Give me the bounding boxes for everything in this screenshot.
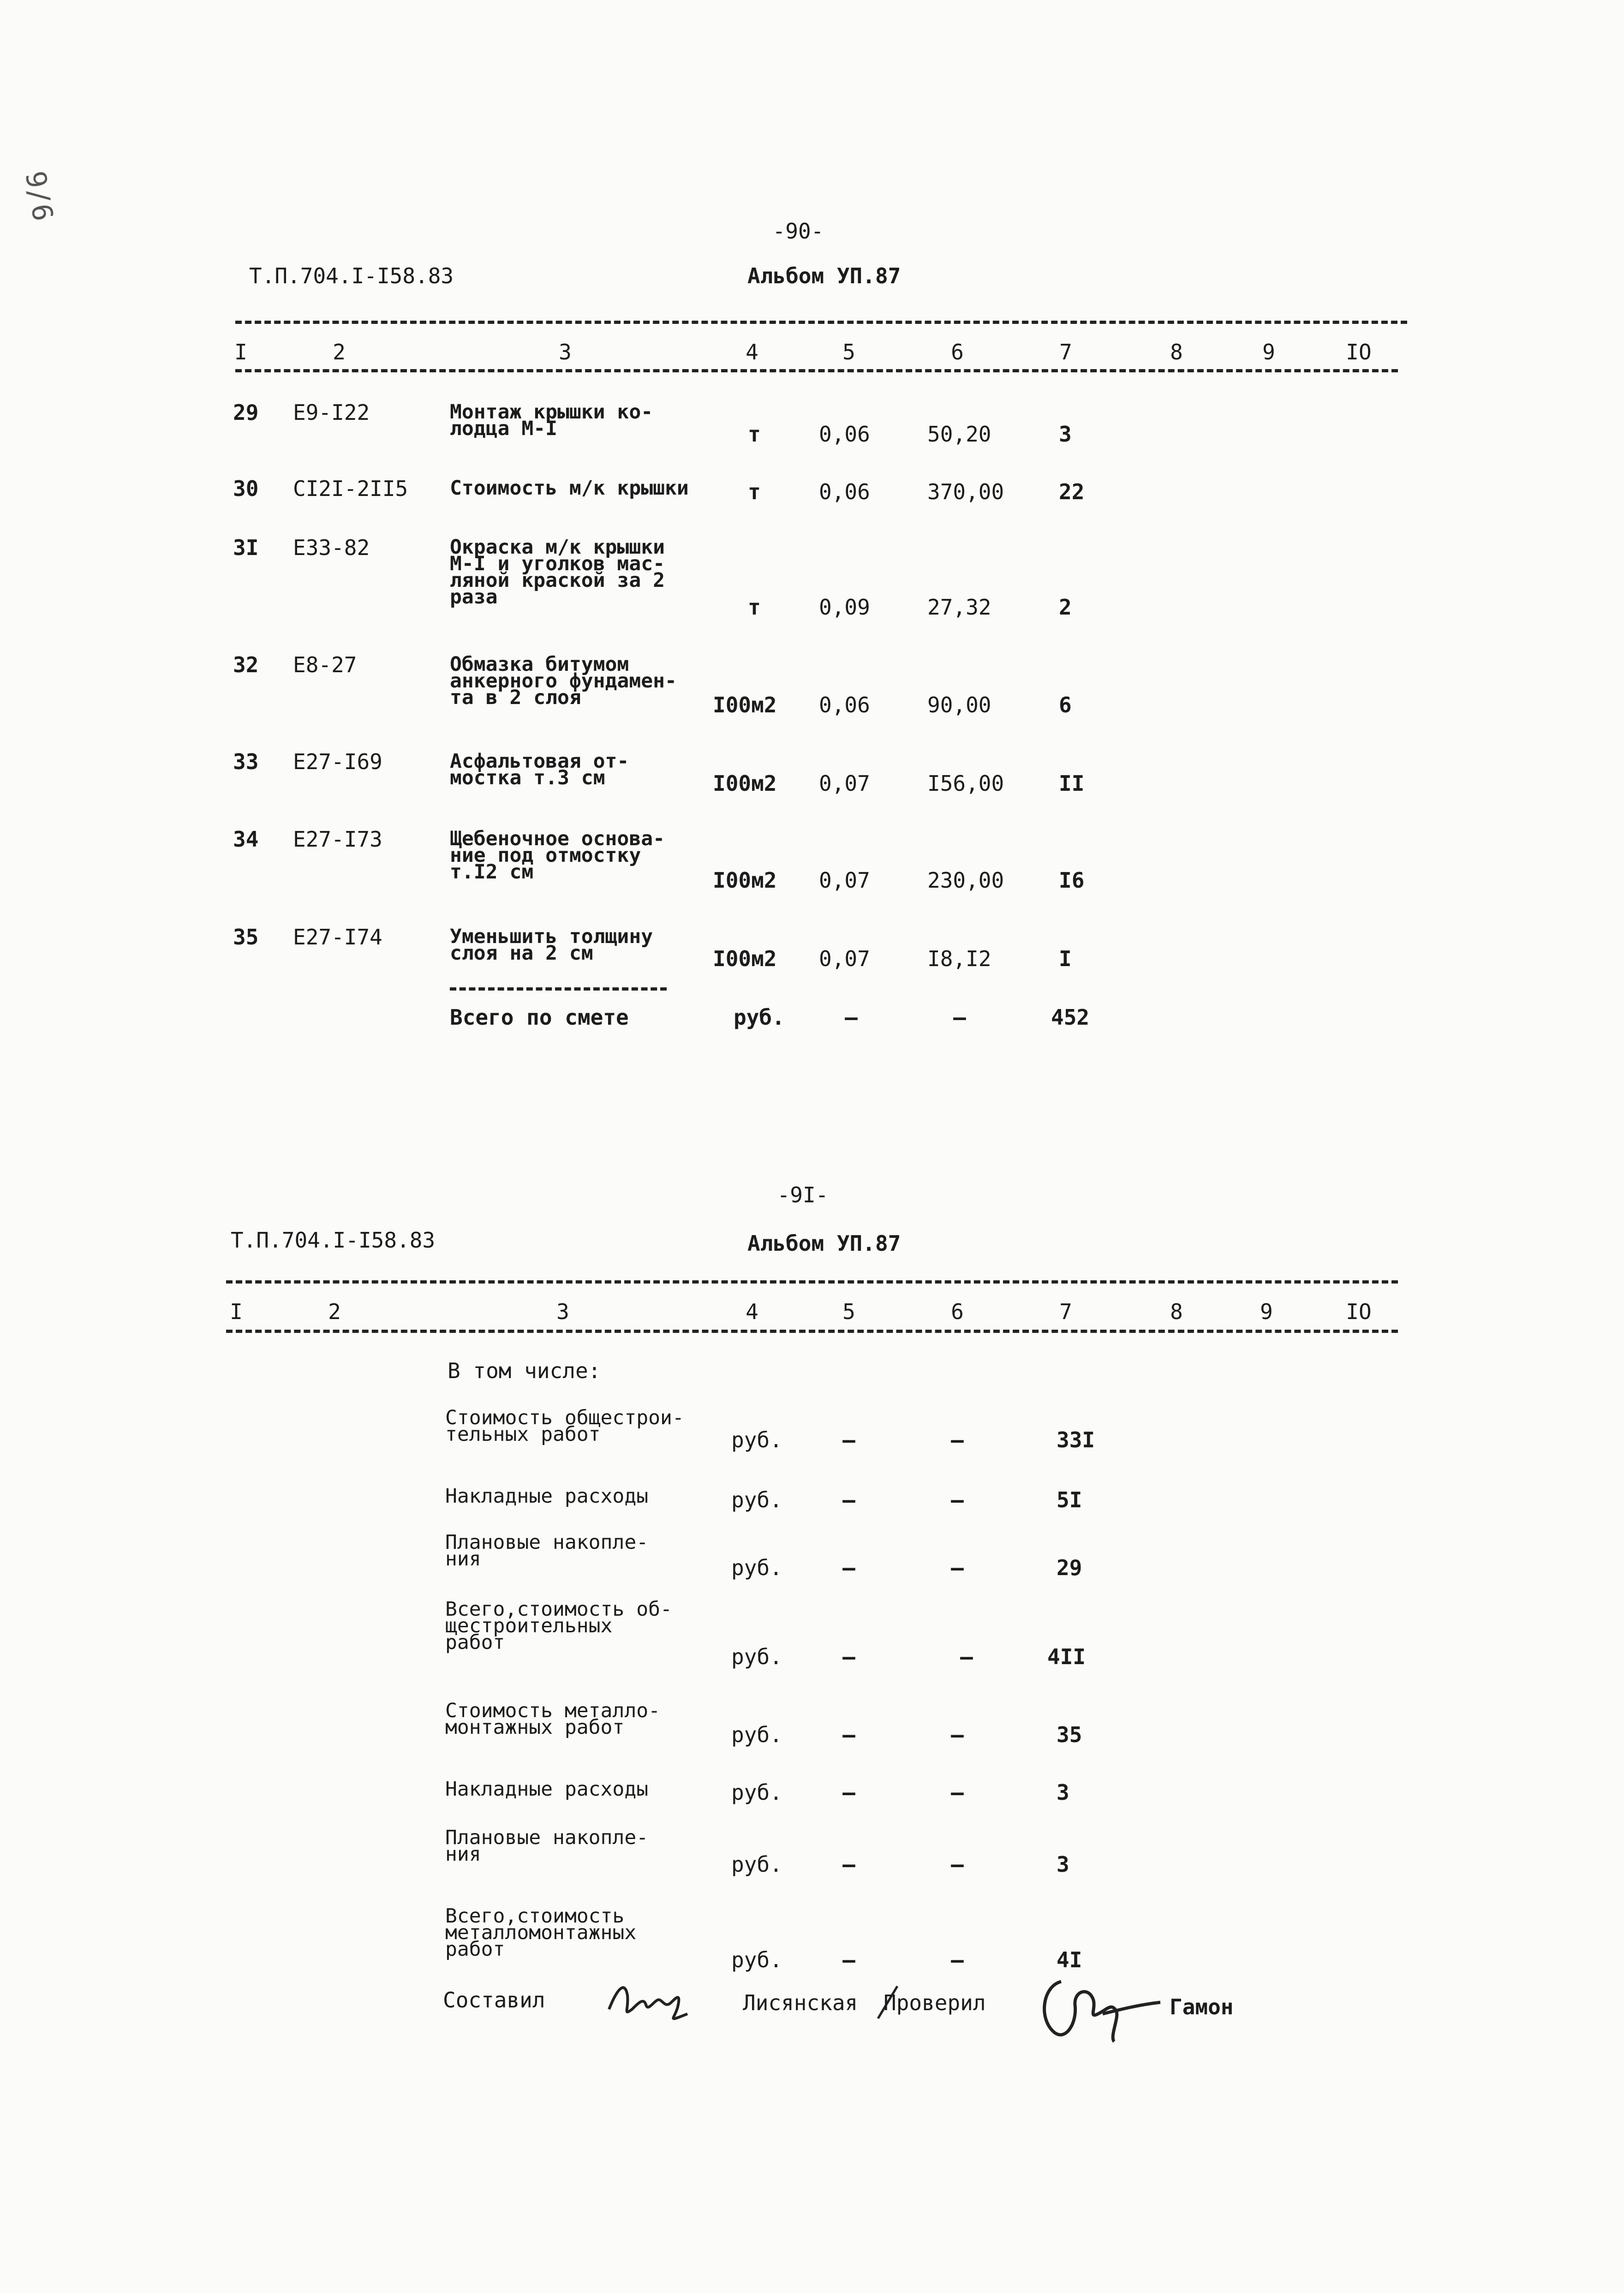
quantity: –	[842, 1555, 855, 1580]
row-total: 4I	[1057, 1947, 1082, 1972]
header-top-rule	[235, 321, 1407, 324]
total-qty: –	[845, 1005, 858, 1030]
column-header-6: 6	[951, 1299, 964, 1324]
subtotal-rule	[450, 987, 667, 991]
unit: т	[748, 595, 761, 620]
unit: руб.	[731, 1780, 782, 1805]
cost-item: Плановые накопле- ния	[445, 1531, 649, 1570]
column-header-1: I	[234, 340, 247, 364]
row-number: 3I	[233, 535, 259, 560]
row-total: I6	[1059, 868, 1085, 893]
quantity: 0,06	[819, 693, 870, 717]
row-number: 30	[233, 476, 259, 501]
row-number: 33	[233, 749, 259, 774]
unit: I00м2	[713, 946, 777, 971]
rate-code: СI2I-2II5	[293, 476, 408, 501]
unit: т	[748, 422, 761, 447]
unit: I00м2	[713, 771, 777, 796]
unit: I00м2	[713, 868, 777, 893]
unit: руб.	[731, 1947, 782, 1972]
column-header-3: 3	[559, 340, 572, 364]
header-bottom-rule	[226, 1330, 1398, 1333]
compiled-signature	[600, 1977, 697, 2028]
header-bottom-rule	[235, 369, 1398, 372]
column-header-9: 9	[1260, 1299, 1273, 1324]
checked-by-name: Гамон	[1170, 1994, 1234, 2019]
cost-item: Всего,стоимость металломонтажных работ	[445, 1905, 637, 1961]
rate-code: Е27-I69	[293, 749, 382, 774]
quantity: 0,07	[819, 868, 870, 893]
page-number: -90-	[772, 219, 824, 244]
work-description: Уменьшить толщину слоя на 2 см	[450, 925, 653, 965]
cost-item: Накладные расходы	[445, 1778, 649, 1801]
row-total: I	[1059, 946, 1072, 971]
column-header-4: 4	[746, 1299, 758, 1324]
row-total: 35	[1057, 1722, 1082, 1747]
work-description: Монтаж крышки ко- лодца М-I	[450, 400, 653, 440]
unit-price: I56,00	[927, 771, 1004, 796]
column-header-4: 4	[746, 340, 758, 364]
unit-price: –	[960, 1644, 973, 1669]
unit: руб.	[731, 1487, 782, 1512]
unit-price: 230,00	[927, 868, 1004, 893]
row-total: 22	[1059, 479, 1085, 504]
margin-note: 9/6	[18, 168, 60, 224]
work-description: Асфальтовая от- мостка т.3 см	[450, 750, 629, 789]
unit: руб.	[731, 1644, 782, 1669]
row-total: 29	[1057, 1555, 1082, 1580]
compiled-by-name: Лисянская	[743, 1990, 858, 2015]
quantity: –	[842, 1780, 855, 1805]
unit: руб.	[731, 1555, 782, 1580]
doc-code: Т.П.704.I-I58.83	[231, 1228, 436, 1253]
row-number: 34	[233, 827, 259, 852]
total-value: 452	[1051, 1005, 1090, 1030]
unit-price: 370,00	[927, 479, 1004, 504]
column-header-9: 9	[1262, 340, 1275, 364]
row-total: 2	[1059, 595, 1072, 620]
work-description: Обмазка битумом анкерного фундамен- та в 2 слоя	[450, 653, 677, 709]
header-top-rule	[226, 1280, 1398, 1284]
work-description: Щебеночное основа- ние под отмостку т.I2 см	[450, 827, 665, 884]
column-header-7: 7	[1059, 1299, 1072, 1324]
rate-code: Е27-I73	[293, 827, 382, 852]
rate-code: Е27-I74	[293, 925, 382, 949]
cost-item: Всего,стоимость об- щестроительных работ	[445, 1598, 672, 1654]
total-label: Всего по смете	[450, 1005, 629, 1030]
row-total: 4II	[1047, 1644, 1086, 1669]
unit: руб.	[731, 1852, 782, 1877]
unit-price: –	[951, 1780, 964, 1805]
cost-item: Накладные расходы	[445, 1485, 649, 1508]
page-number: -9I-	[777, 1182, 829, 1207]
column-header-2: 2	[328, 1299, 341, 1324]
row-total: 3	[1057, 1780, 1069, 1805]
unit-price: 27,32	[927, 595, 991, 620]
cost-item: Стоимость металло- монтажных работ	[445, 1699, 660, 1739]
quantity: 0,07	[819, 946, 870, 971]
unit-price: –	[951, 1947, 964, 1972]
checked-by-label: Проверил	[884, 1990, 986, 2015]
album-label: Альбом УП.87	[747, 263, 901, 288]
row-number: 35	[233, 925, 259, 949]
rate-code: Е8-27	[293, 652, 357, 677]
cost-item: Плановые накопле- ния	[445, 1826, 649, 1866]
column-header-5: 5	[842, 340, 855, 364]
unit-price: –	[951, 1555, 964, 1580]
unit-price: 90,00	[927, 693, 991, 717]
column-header-10: IO	[1346, 1299, 1372, 1324]
row-total: 33I	[1057, 1427, 1095, 1452]
work-description: Окраска м/к крышки М-I и уголков мас- ляной краской за 2 раза	[450, 536, 665, 609]
compiled-by-label: Составил	[443, 1988, 545, 2012]
unit-price: –	[951, 1487, 964, 1512]
work-description: Стоимость м/к крышки	[450, 477, 689, 500]
column-header-10: IO	[1346, 340, 1372, 364]
section-heading: В том числе:	[448, 1358, 601, 1383]
unit-price: 50,20	[927, 422, 991, 447]
checked-signature	[1033, 1968, 1163, 2046]
unit: I00м2	[713, 693, 777, 717]
rate-code: Е33-82	[293, 535, 370, 560]
row-number: 29	[233, 400, 259, 425]
album-label: Альбом УП.87	[747, 1231, 901, 1256]
unit: т	[748, 479, 761, 504]
column-header-8: 8	[1170, 1299, 1183, 1324]
column-header-8: 8	[1170, 340, 1183, 364]
column-header-7: 7	[1059, 340, 1072, 364]
quantity: 0,06	[819, 422, 870, 447]
column-header-6: 6	[951, 340, 964, 364]
quantity: –	[842, 1722, 855, 1747]
row-total: 6	[1059, 693, 1072, 717]
unit-price: –	[951, 1427, 964, 1452]
quantity: 0,09	[819, 595, 870, 620]
column-header-3: 3	[556, 1299, 569, 1324]
doc-code: Т.П.704.I-I58.83	[249, 263, 454, 288]
row-number: 32	[233, 652, 259, 677]
row-total: 5I	[1057, 1487, 1082, 1512]
quantity: 0,07	[819, 771, 870, 796]
quantity: –	[842, 1487, 855, 1512]
column-header-2: 2	[333, 340, 346, 364]
unit-price: –	[951, 1722, 964, 1747]
quantity: 0,06	[819, 479, 870, 504]
total-price: –	[953, 1005, 966, 1030]
quantity: –	[842, 1644, 855, 1669]
quantity: –	[842, 1947, 855, 1972]
unit-price: I8,I2	[927, 946, 991, 971]
quantity: –	[842, 1852, 855, 1877]
unit: руб.	[731, 1427, 782, 1452]
row-total: 3	[1059, 422, 1072, 447]
column-header-5: 5	[842, 1299, 855, 1324]
row-total: 3	[1057, 1852, 1069, 1877]
unit-price: –	[951, 1852, 964, 1877]
rate-code: Е9-I22	[293, 400, 370, 425]
quantity: –	[842, 1427, 855, 1452]
row-total: II	[1059, 771, 1085, 796]
cost-item: Стоимость общестрои- тельных работ	[445, 1406, 684, 1446]
total-unit: руб.	[734, 1005, 785, 1030]
column-header-1: I	[230, 1299, 243, 1324]
unit: руб.	[731, 1722, 782, 1747]
